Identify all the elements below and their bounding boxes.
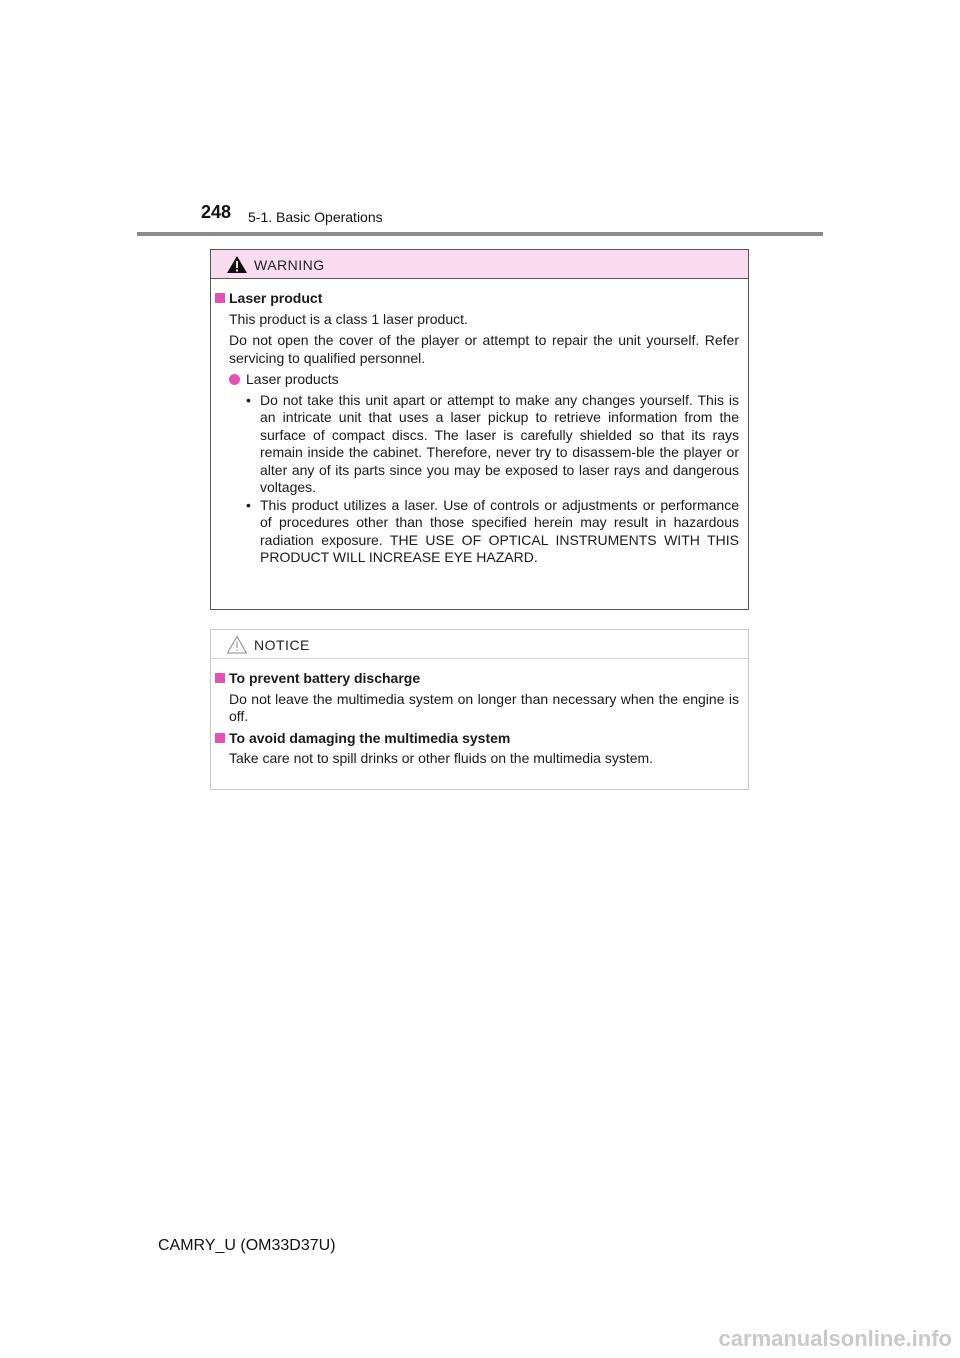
multimedia-damage-text: Take care not to spill drinks or other fluids on the multimedia system. bbox=[229, 750, 654, 766]
heading-text: To avoid damaging the multimedia system bbox=[229, 729, 511, 746]
watermark: carmanualsonline.info bbox=[718, 1326, 952, 1351]
warning-triangle-icon bbox=[226, 255, 248, 274]
warning-title: WARNING bbox=[254, 257, 325, 273]
header-divider bbox=[137, 232, 823, 236]
section-title: 5-1. Basic Operations bbox=[248, 209, 383, 225]
laser-class-paragraph: This product is a class 1 laser product. bbox=[229, 310, 468, 327]
laser-products-subheading bbox=[215, 371, 739, 389]
heading-text: To prevent battery discharge bbox=[229, 670, 421, 686]
model-footer: CAMRY_U (OM33D37U) bbox=[158, 1237, 336, 1254]
laser-product-heading bbox=[215, 290, 739, 308]
bullet-dot-icon: • bbox=[246, 391, 251, 408]
battery-discharge-heading bbox=[215, 670, 739, 688]
notice-title: NOTICE bbox=[254, 637, 310, 653]
warning-body bbox=[211, 279, 748, 567]
notice-triangle-icon bbox=[226, 635, 248, 654]
square-bullet-icon bbox=[215, 293, 225, 303]
circle-bullet-icon bbox=[229, 374, 240, 385]
heading-text: Laser product bbox=[229, 290, 323, 306]
bullet-dot-icon: • bbox=[246, 496, 251, 513]
list-item bbox=[246, 497, 739, 567]
warning-box bbox=[210, 249, 749, 610]
bullet-text: This product utilizes a laser. Use of controls or adjustments or performance of procedures other than those specified herein may result in hazardous radiation exposure. THE USE OF OPTICAL INSTRUMENTS WITH THIS PRODUCT WILL INCREASE EYE HAZARD. bbox=[260, 496, 739, 565]
laser-bullet-list bbox=[215, 392, 739, 567]
list-item bbox=[246, 392, 739, 497]
subheading-text: Laser products bbox=[246, 371, 339, 387]
notice-box bbox=[210, 629, 749, 790]
bullet-text: Do not take this unit apart or attempt to make any changes yourself. This is an intricate unit that uses a laser pickup to retrieve information from the surface of compact discs. The laser is carefully shielded so that its rays remain inside the cabinet. Therefore, never try to disassem-ble the player or alter any of its parts since you may be exposed to laser rays and dangerous voltages. bbox=[260, 391, 739, 495]
warning-header bbox=[211, 250, 748, 279]
multimedia-damage-heading bbox=[215, 730, 739, 748]
notice-body bbox=[211, 659, 748, 768]
page-number: 248 bbox=[201, 202, 232, 222]
battery-discharge-text: Do not leave the multimedia system on longer than necessary when the engine is off. bbox=[229, 690, 739, 724]
do-not-open-paragraph: Do not open the cover of the player or attempt to repair the unit yourself. Refer servicing to qualified personnel. bbox=[229, 332, 739, 366]
square-bullet-icon bbox=[215, 733, 225, 743]
square-bullet-icon bbox=[215, 673, 225, 683]
notice-header bbox=[211, 630, 748, 659]
